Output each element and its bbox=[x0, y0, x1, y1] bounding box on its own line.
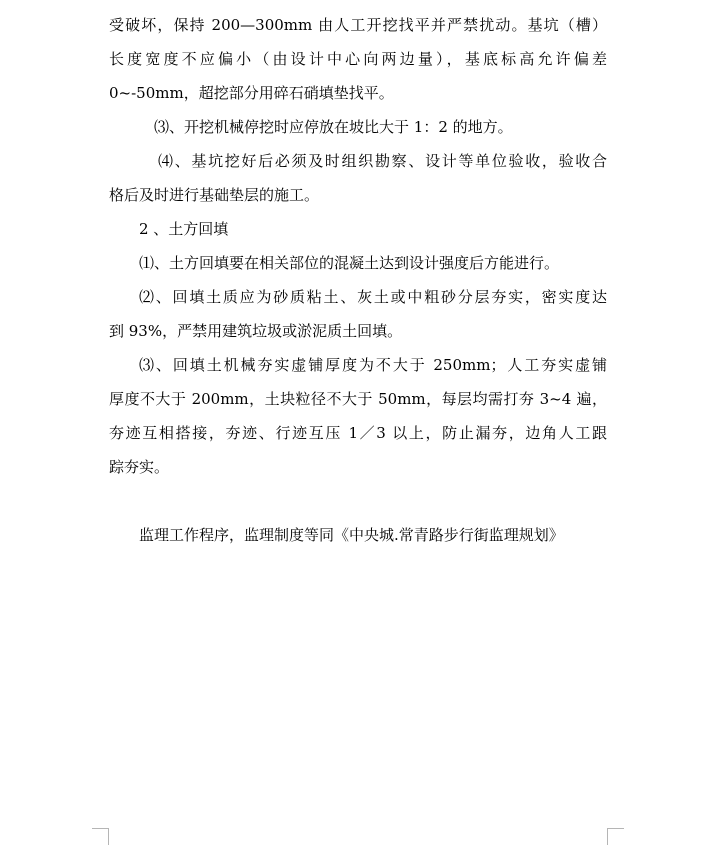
document-body bbox=[109, 8, 607, 552]
text-line: 到 93%，严禁用建筑垃圾或淤泥质土回填。 bbox=[109, 322, 403, 340]
section-heading: 2 、土方回填 bbox=[139, 220, 229, 238]
text-line: 夯迹互相搭接，夯迹、行迹互压 1／3 以上，防止漏夯，边角人工跟 bbox=[109, 424, 607, 442]
text-line: ⑶、开挖机械停挖时应停放在坡比大于 1：2 的地方。 bbox=[154, 118, 513, 136]
text-line: ⑶、回填土机械夯实虚铺厚度为不大于 250mm；人工夯实虚铺 bbox=[139, 356, 607, 374]
text-line: ⑷、基坑挖好后必须及时组织勘察、设计等单位验收，验收合 bbox=[158, 152, 607, 170]
text-line: 0~-50mm，超挖部分用碎石硝填垫找平。 bbox=[109, 84, 394, 102]
page-corner-mark-right bbox=[607, 828, 624, 845]
page-corner-mark-left bbox=[92, 828, 109, 845]
text-line: ⑴、土方回填要在相关部位的混凝土达到设计强度后方能进行。 bbox=[139, 254, 560, 272]
text-line: 厚度不大于 200mm，土块粒径不大于 50mm，每层均需打夯 3~4 遍， bbox=[109, 390, 607, 408]
text-line: 长度宽度不应偏小（由设计中心向两边量），基底标高允许偏差 bbox=[109, 50, 607, 68]
text-line: 格后及时进行基础垫层的施工。 bbox=[109, 186, 320, 204]
text-line: 受破坏，保持 200—300mm 由人工开挖找平并严禁扰动。基坑（槽） bbox=[109, 16, 607, 34]
text-line: 踪夯实。 bbox=[109, 458, 170, 476]
closing-line: 监理工作程序，监理制度等同《中央城.常青路步行街监理规划》 bbox=[139, 526, 564, 544]
text-line: ⑵、回填土质应为砂质粘土、灰土或中粗砂分层夯实，密实度达 bbox=[139, 288, 607, 306]
blank-line bbox=[109, 484, 607, 518]
